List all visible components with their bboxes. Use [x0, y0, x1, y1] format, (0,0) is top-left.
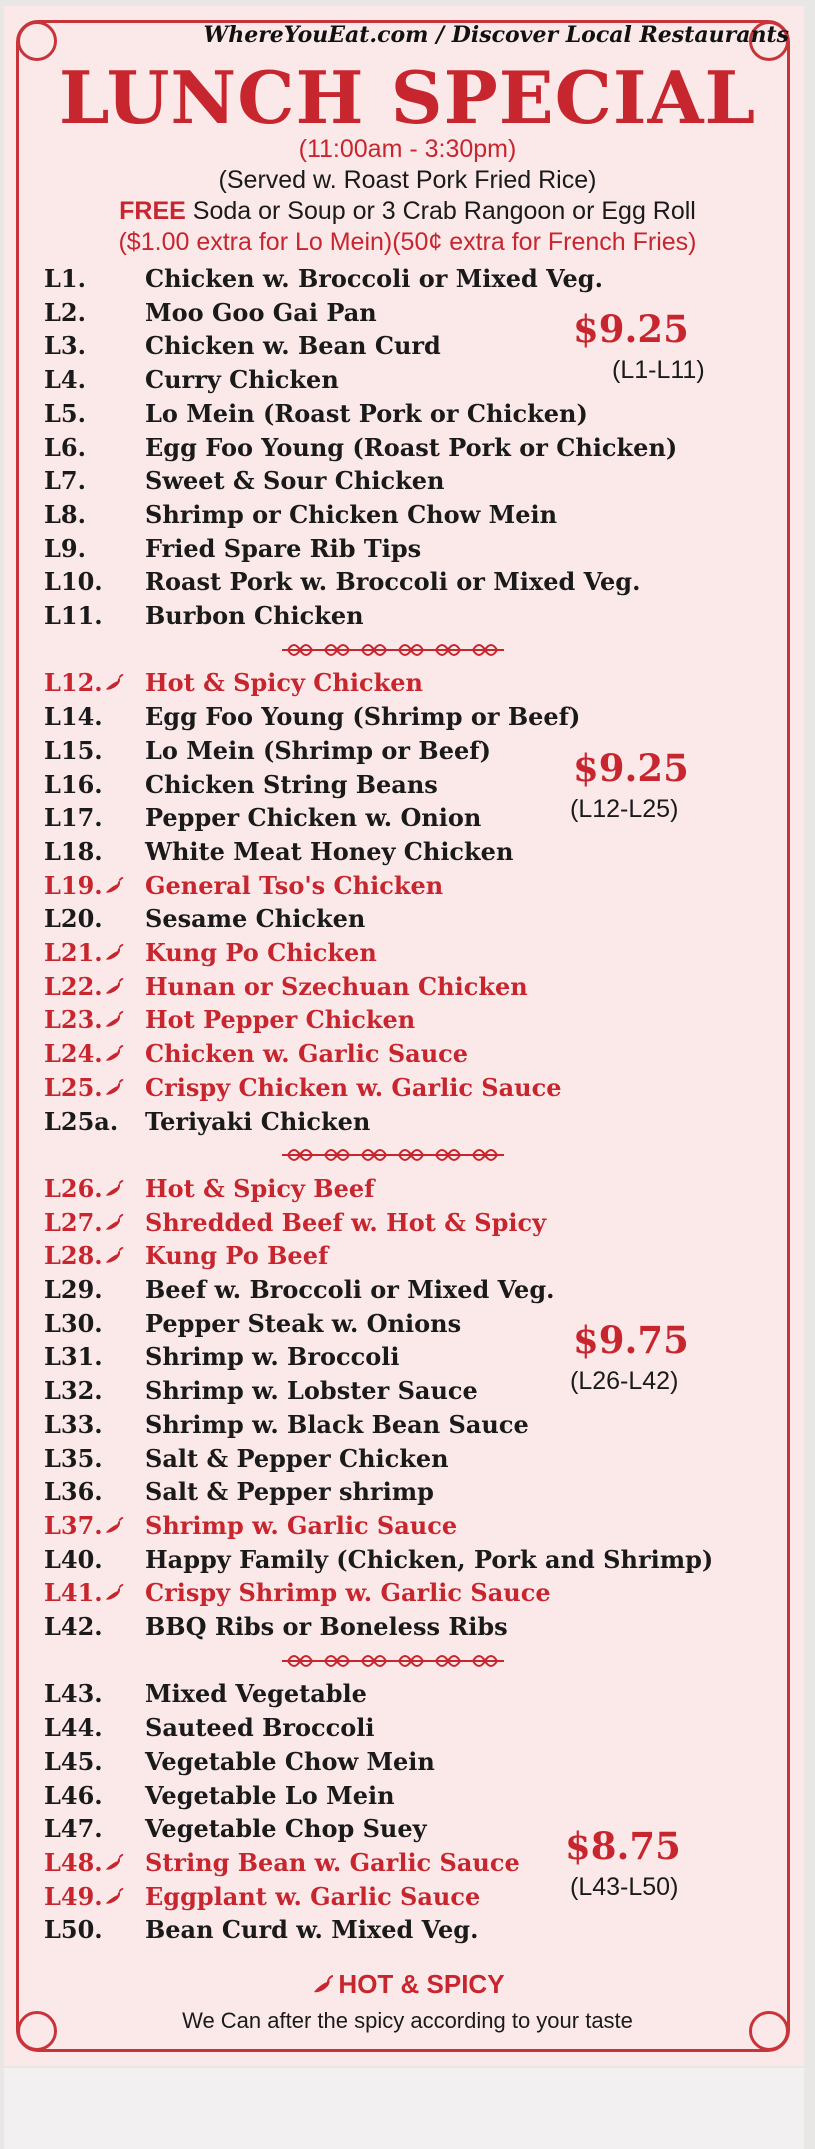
item-code: L25.: [44, 1072, 103, 1102]
item-name: Happy Family (Chicken, Pork and Shrimp): [145, 1544, 714, 1574]
item-code: L21.: [44, 938, 103, 967]
item-code: L7.: [44, 466, 86, 496]
item-code: L48.: [44, 1847, 103, 1877]
item-name: Lo Mein (Shrimp or Beef): [145, 735, 491, 765]
group-price: $9.25: [573, 745, 689, 790]
item-name: Mixed Vegetable: [145, 1679, 367, 1709]
ornament-divider-icon: [278, 1650, 508, 1672]
item-name: Burbon Chicken: [145, 601, 364, 630]
item-name: Shrimp w. Lobster Sauce: [145, 1376, 478, 1406]
item-code: L9.: [44, 533, 86, 563]
item-code: L50.: [44, 1915, 103, 1945]
item-name: Vegetable Chow Mein: [145, 1746, 435, 1776]
item-code: L10.: [44, 567, 103, 597]
chili-pepper-icon: [103, 1010, 125, 1030]
item-name: Shredded Beef w. Hot & Spicy: [145, 1207, 547, 1237]
item-name: Sweet & Sour Chicken: [145, 466, 445, 496]
free-offer: [0, 196, 815, 226]
item-name: Roast Pork w. Broccoli or Mixed Veg.: [145, 567, 641, 597]
item-name: Shrimp w. Broccoli: [145, 1342, 400, 1372]
item-name: Pepper Chicken w. Onion: [145, 803, 482, 833]
item-name: Kung Po Chicken: [145, 938, 377, 967]
item-name: Hot & Spicy Beef: [145, 1173, 375, 1203]
watermark: WhereYouEat.com / Discover Local Restaurants: [203, 22, 789, 48]
item-code: L4.: [44, 365, 86, 395]
chili-pepper-icon: [103, 876, 125, 896]
item-name: Sauteed Broccoli: [145, 1713, 375, 1743]
item-code: L15.: [44, 735, 103, 765]
served-with: (Served w. Roast Pork Fried Rice): [218, 166, 597, 194]
item-name: Teriyaki Chicken: [145, 1106, 371, 1136]
item-name: Vegetable Lo Mein: [145, 1780, 395, 1810]
item-name: Salt & Pepper shrimp: [145, 1477, 434, 1507]
group-price: $9.75: [573, 1318, 689, 1363]
group-range: (L12-L25): [570, 794, 679, 823]
item-name: BBQ Ribs or Boneless Ribs: [145, 1612, 508, 1641]
item-name: Bean Curd w. Mixed Veg.: [145, 1915, 479, 1945]
item-code: L1.: [44, 264, 86, 293]
item-name: Beef w. Broccoli or Mixed Veg.: [145, 1275, 555, 1304]
item-code: L33.: [44, 1409, 103, 1439]
item-name: Hot & Spicy Chicken: [145, 668, 423, 698]
item-code: L14.: [44, 702, 103, 732]
item-name: Egg Foo Young (Roast Pork or Chicken): [145, 432, 678, 462]
chili-pepper-icon: [103, 1044, 125, 1064]
item-code: L19.: [44, 870, 103, 900]
group-price: $8.75: [565, 1823, 681, 1868]
group-range: (L26-L42): [570, 1367, 679, 1396]
item-code: L45.: [44, 1746, 103, 1776]
chili-pepper-icon: [103, 1516, 125, 1536]
item-code: L18.: [44, 836, 103, 866]
item-code: L8.: [44, 499, 86, 529]
item-name: String Bean w. Garlic Sauce: [145, 1847, 520, 1877]
chili-pepper-icon: [103, 943, 125, 963]
chili-pepper-icon: [103, 1246, 125, 1266]
item-code: L17.: [44, 803, 103, 833]
item-code: L30.: [44, 1308, 103, 1338]
item-code: L6.: [44, 432, 86, 462]
chili-pepper-icon: [103, 1853, 125, 1873]
item-name: Curry Chicken: [145, 365, 339, 395]
item-name: Chicken String Beans: [145, 769, 438, 799]
item-name: Lo Mein (Roast Pork or Chicken): [145, 398, 588, 428]
item-code: L44.: [44, 1713, 103, 1743]
item-code: L36.: [44, 1477, 103, 1507]
item-name: Chicken w. Broccoli or Mixed Veg.: [145, 264, 603, 293]
item-code: L26.: [44, 1173, 103, 1203]
chili-pepper-icon: [103, 1179, 125, 1199]
item-name: Shrimp w. Garlic Sauce: [145, 1510, 458, 1540]
page-title: LUNCH SPECIAL: [58, 55, 757, 140]
item-code: L31.: [44, 1342, 103, 1372]
item-code: L41.: [44, 1578, 103, 1608]
hot-spicy-legend: [0, 1969, 815, 2000]
group-price: $9.25: [573, 307, 689, 352]
item-name: Fried Spare Rib Tips: [145, 533, 422, 563]
group-range: (L1-L11): [612, 356, 705, 385]
item-name: Hunan or Szechuan Chicken: [145, 971, 528, 1001]
item-name: White Meat Honey Chicken: [145, 836, 514, 866]
chili-pepper-icon: [103, 1887, 125, 1907]
item-name: General Tso's Chicken: [145, 870, 444, 900]
item-code: L40.: [44, 1544, 103, 1574]
chili-pepper-icon: [103, 1213, 125, 1233]
free-word: FREE: [119, 197, 186, 225]
item-code: L27.: [44, 1207, 103, 1237]
hot-spicy-note: We Can after the spicy according to your taste: [182, 2008, 633, 2033]
item-code: L5.: [44, 398, 86, 428]
ornament-divider-icon: [278, 639, 508, 661]
chili-pepper-icon: [103, 673, 125, 693]
item-name: Chicken w. Garlic Sauce: [145, 1039, 469, 1069]
item-name: Eggplant w. Garlic Sauce: [145, 1881, 481, 1911]
item-name: Hot Pepper Chicken: [145, 1005, 416, 1035]
free-text: Soda or Soup or 3 Crab Rangoon or Egg Roll: [192, 197, 696, 225]
chili-pepper-icon: [103, 1078, 125, 1098]
item-name: Sesame Chicken: [145, 904, 366, 934]
item-code: L32.: [44, 1376, 103, 1406]
hours: (11:00am - 3:30pm): [298, 135, 517, 163]
extra-charges: ($1.00 extra for Lo Mein)(50¢ extra for French Fries): [118, 228, 697, 256]
item-code: L28.: [44, 1241, 103, 1271]
page-bottom-margin: [4, 2068, 804, 2149]
item-code: L22.: [44, 971, 103, 1001]
item-code: L42.: [44, 1612, 103, 1641]
item-code: L46.: [44, 1780, 103, 1810]
group-range: (L43-L50): [570, 1872, 679, 1901]
item-name: Vegetable Chop Suey: [145, 1814, 427, 1844]
item-code: L12.: [44, 668, 103, 698]
item-code: L47.: [44, 1814, 103, 1844]
chili-pepper-icon: [103, 1583, 125, 1603]
item-code: L23.: [44, 1005, 103, 1035]
item-name: Shrimp w. Black Bean Sauce: [145, 1409, 529, 1439]
item-code: L3.: [44, 331, 86, 361]
item-code: L25a.: [44, 1106, 119, 1136]
item-name: Egg Foo Young (Shrimp or Beef): [145, 702, 581, 732]
item-code: L43.: [44, 1679, 103, 1709]
item-name: Salt & Pepper Chicken: [145, 1443, 449, 1473]
item-code: L20.: [44, 904, 103, 934]
item-name: Kung Po Beef: [145, 1241, 329, 1271]
item-code: L2.: [44, 297, 86, 327]
item-name: Crispy Chicken w. Garlic Sauce: [145, 1072, 562, 1102]
item-code: L37.: [44, 1510, 103, 1540]
item-name: Crispy Shrimp w. Garlic Sauce: [145, 1578, 551, 1608]
item-name: Moo Goo Gai Pan: [145, 297, 377, 327]
chili-pepper-icon: [103, 977, 125, 997]
item-code: L35.: [44, 1443, 103, 1473]
item-code: L11.: [44, 601, 103, 630]
item-code: L29.: [44, 1275, 103, 1304]
chili-pepper-icon: [310, 1974, 334, 1996]
ornament-divider-icon: [278, 1144, 508, 1166]
item-name: Chicken w. Bean Curd: [145, 331, 441, 361]
hot-spicy-label: HOT & SPICY: [338, 1969, 505, 1999]
item-name: Pepper Steak w. Onions: [145, 1308, 462, 1338]
item-code: L24.: [44, 1039, 103, 1069]
item-name: Shrimp or Chicken Chow Mein: [145, 499, 558, 529]
item-code: L49.: [44, 1881, 103, 1911]
item-code: L16.: [44, 769, 103, 799]
